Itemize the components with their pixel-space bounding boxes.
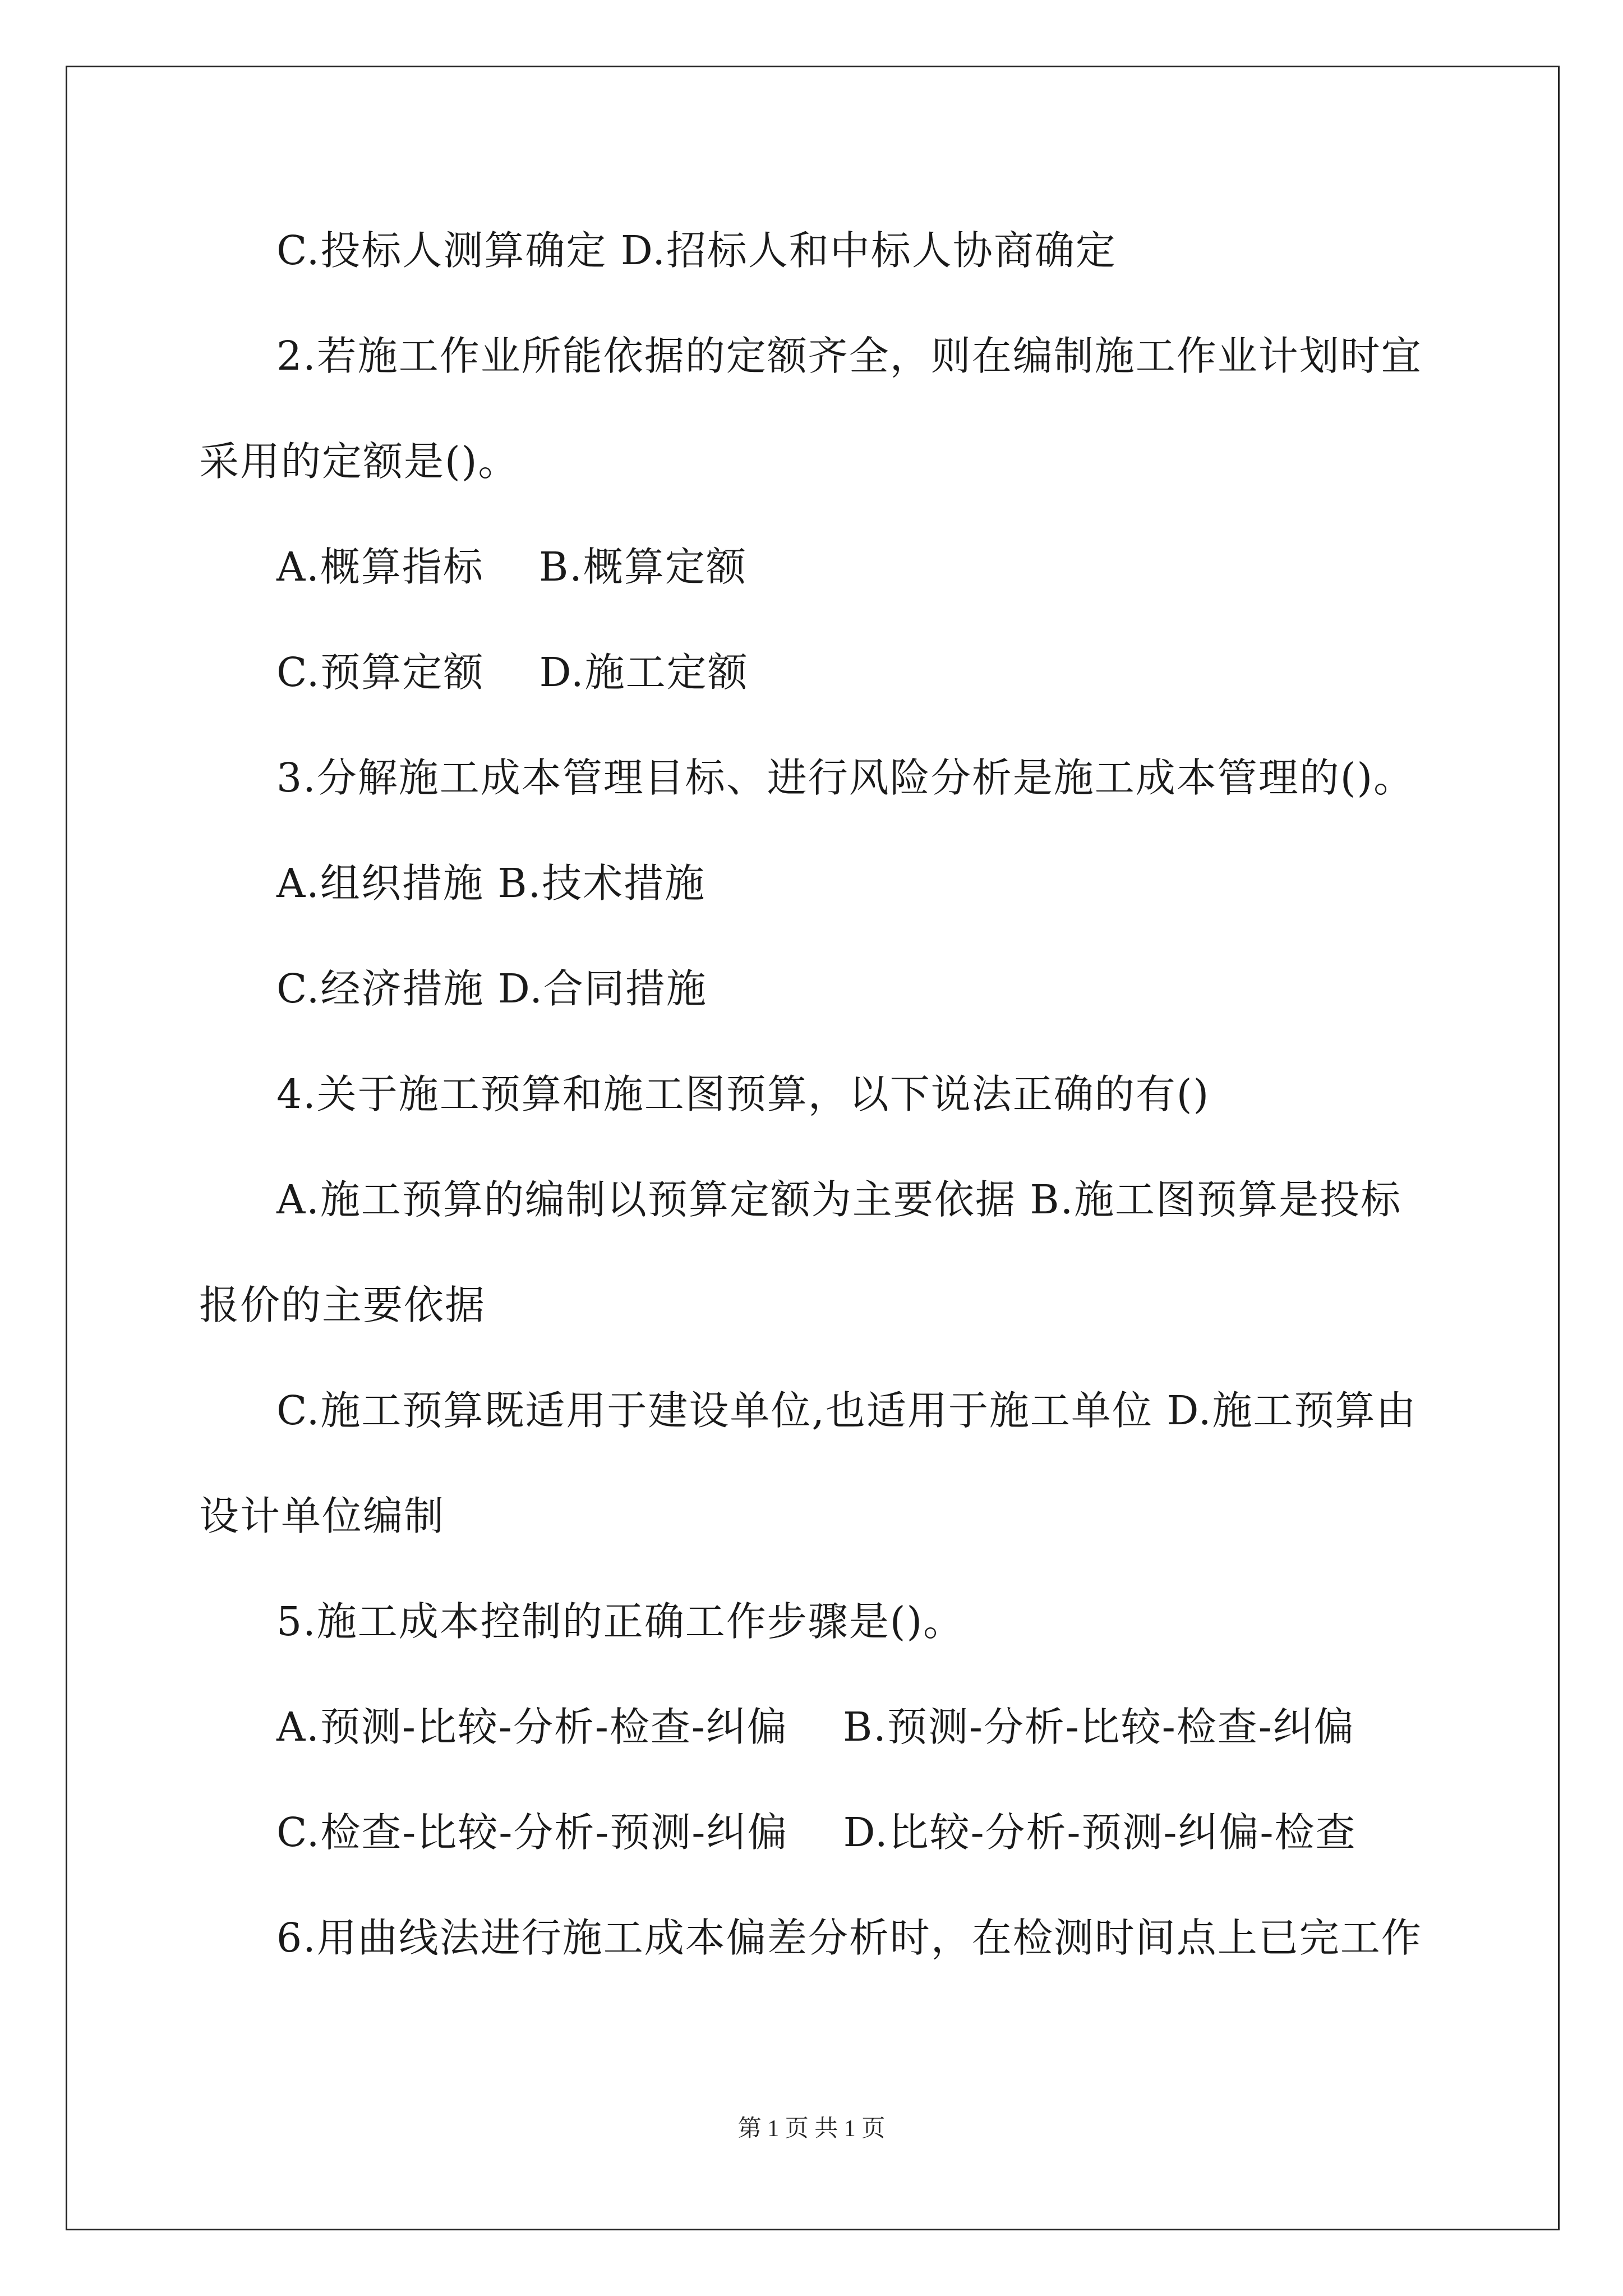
- text-line-option-cd-q4: C.施工预算既适用于建设单位,也适用于施工单位 D.施工预算由: [276, 1387, 1417, 1434]
- text-line-option-cd-q2: C.预算定额 D.施工定额: [276, 649, 749, 696]
- text-line-option-cd-q4-cont: 设计单位编制: [199, 1493, 445, 1539]
- text-line-option-cd-q1: C.投标人测算确定 D.招标人和中标人协商确定: [276, 227, 1117, 274]
- text-line-question-5: 5.施工成本控制的正确工作步骤是()。: [276, 1598, 965, 1645]
- text-line-question-3: 3.分解施工成本管理目标、进行风险分析是施工成本管理的()。: [276, 754, 1415, 801]
- text-line-option-ab-q5: A.预测-比较-分析-检查-纠偏 B.预测-分析-比较-检查-纠偏: [276, 1704, 1355, 1750]
- text-line-option-ab-q2: A.概算指标 B.概算定额: [276, 544, 747, 590]
- text-line-option-cd-q3: C.经济措施 D.合同措施: [276, 965, 707, 1012]
- text-line-option-ab-q3: A.组织措施 B.技术措施: [276, 860, 706, 907]
- text-line-question-4: 4.关于施工预算和施工图预算，以下说法正确的有(): [276, 1071, 1210, 1117]
- text-line-option-ab-q4-cont: 报价的主要依据: [199, 1282, 486, 1328]
- text-line-question-6: 6.用曲线法进行施工成本偏差分析时，在检测时间点上已完工作: [276, 1915, 1422, 1961]
- text-line-question-2-cont: 采用的定额是()。: [199, 438, 519, 485]
- text-line-question-2: 2.若施工作业所能依据的定额齐全，则在编制施工作业计划时宜: [276, 333, 1422, 379]
- page-border: [66, 66, 1560, 2230]
- text-line-option-cd-q5: C.检查-比较-分析-预测-纠偏 D.比较-分析-预测-纠偏-检查: [276, 1809, 1357, 1856]
- text-line-option-ab-q4: A.施工预算的编制以预算定额为主要依据 B.施工图预算是投标: [276, 1176, 1402, 1223]
- page-number-footer: 第 1 页 共 1 页: [737, 2116, 886, 2142]
